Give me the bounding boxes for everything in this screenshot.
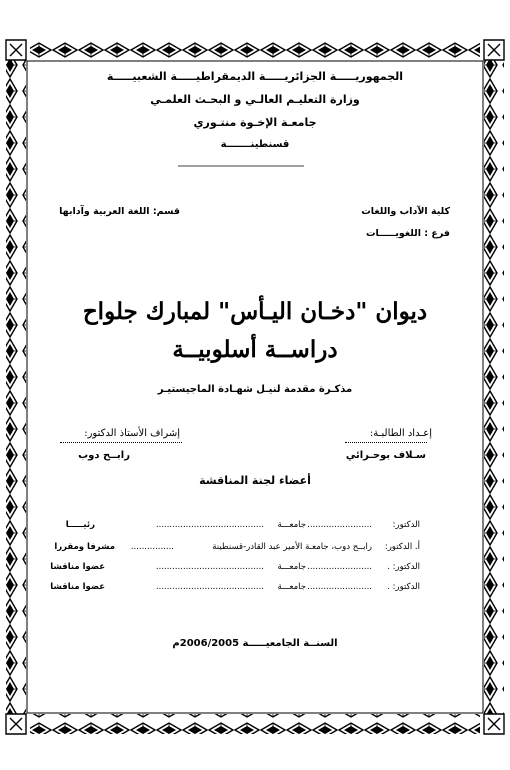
committee-dots-2: ........................................	[155, 562, 264, 572]
committee-university: جامعـــة	[277, 562, 306, 572]
university-name: جامعـة الإخـوة منتـوري	[193, 116, 317, 129]
committee-role: مشرفا ومقررا	[54, 542, 115, 552]
supervisor-label: إشراف الأستاذ الدكتور:	[84, 428, 180, 439]
thesis-degree: مذكـرة مقدمة لنيـل شهـادة الماجيستيـر	[157, 384, 353, 395]
thesis-subtitle: دراســة أسلوبيــة	[172, 336, 338, 363]
city-name: قسنطينـــــــة	[220, 139, 290, 150]
committee-heading: أعضاء لجنة المناقشة	[199, 474, 311, 487]
committee-member-title: الدكتور:	[392, 520, 420, 530]
student-name: سـلاف بوحـرائي	[345, 450, 426, 461]
supervisor-label-underline	[60, 442, 182, 443]
committee-role: رئيـــــا	[65, 520, 95, 530]
committee-dots-1: ........................	[307, 562, 372, 572]
committee-university: جامعـــة	[277, 520, 306, 530]
thesis-title: ديوان "دخـان اليـأس" لمبارك جلواح	[82, 298, 428, 325]
republic-name: الجمهوريـــــة الجزائريـــــة الديمقراطيـــــة الشعبيـــــة	[106, 70, 404, 83]
committee-dots-2: ........................................	[155, 520, 264, 530]
committee-university: جامعـــة	[277, 582, 306, 592]
committee-dots-2: ........................................	[155, 582, 264, 592]
ministry-name: وزارة التعليـم العالـي و البحـث العلمـي	[150, 93, 360, 106]
committee-dots-1: ........................	[307, 520, 372, 530]
committee-member-title: أ. الدكتور:	[384, 542, 420, 552]
student-label-underline	[345, 442, 427, 443]
committee-university: رابــح دوب، جامعـة الأمير عبد القادر-قسنطينة	[212, 542, 372, 552]
committee-member-title: الدكتور: .	[387, 582, 420, 592]
academic-year: السنــة الجامعيـــــة 2006/2005م	[172, 638, 338, 649]
committee-dots-2: ................	[130, 542, 174, 552]
department-label: قسم: اللغة العربية وآدابها	[59, 206, 180, 217]
committee-dots-1: ........................	[307, 582, 372, 592]
committee-role: عضوا مناقشا	[50, 582, 105, 592]
committee-member-title: الدكتور: .	[387, 562, 420, 572]
committee-role: عضوا مناقشا	[50, 562, 105, 572]
student-label: إعـداد الطالبـة:	[369, 428, 432, 439]
supervisor-name: رابــح دوب	[78, 450, 130, 461]
branch-label: فرع : اللغويـــــات	[366, 228, 450, 239]
faculty-label: كلية الآداب واللغات	[361, 206, 450, 217]
